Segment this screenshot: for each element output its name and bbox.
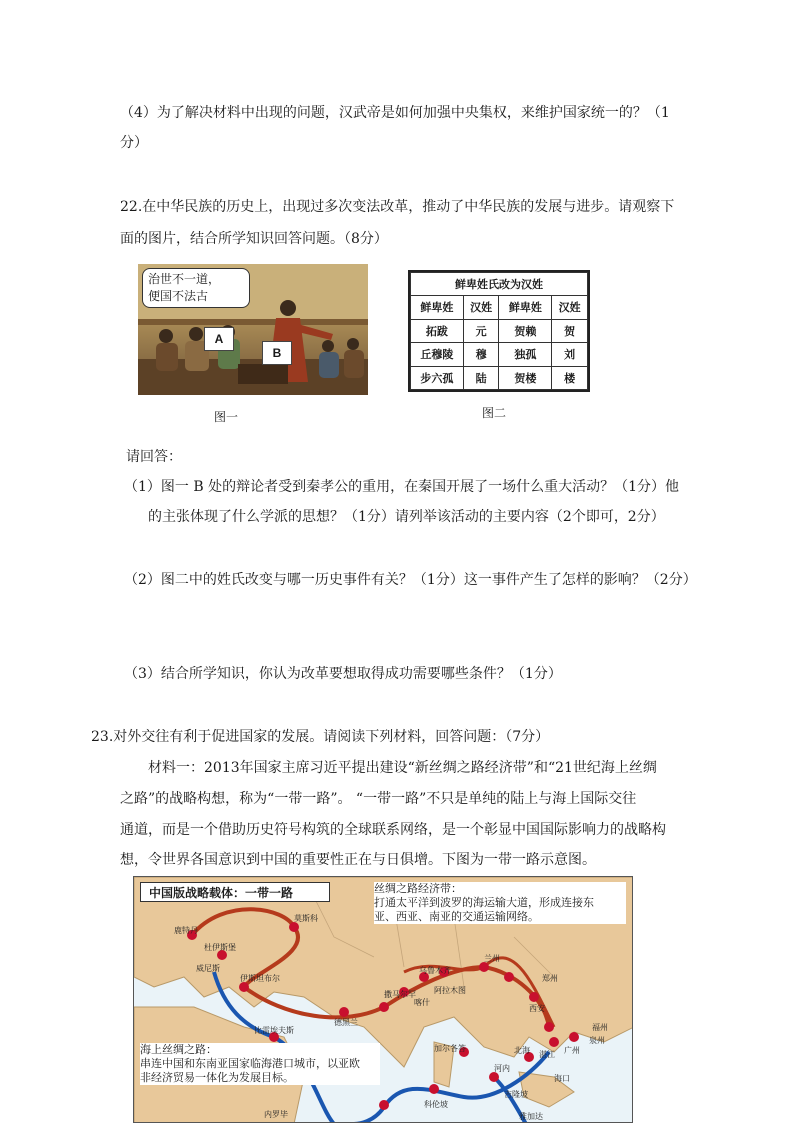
figure-one-caption: 图一	[214, 410, 239, 424]
city-label: 德黑兰	[334, 1018, 358, 1027]
city-label: 泉州	[589, 1036, 605, 1045]
q23-stem: 23.对外交往有利于促进国家的发展。请阅读下列材料，回答问题：（7分）	[91, 729, 550, 745]
speech-bubble-line1: 治世不一道，	[148, 272, 221, 286]
q23-material-line1: 材料一：2013年国家主席习近平提出建设“新丝绸之路经济带”和“21世纪海上丝绸	[148, 760, 657, 776]
city-label: 西安	[529, 1004, 545, 1013]
label-b: B	[262, 341, 292, 365]
city-label: 莫斯科	[294, 914, 318, 923]
table-cell: 贺赖	[499, 319, 552, 343]
table-cell: 贺	[552, 319, 588, 343]
land-route-note	[374, 882, 626, 924]
q23-material-line4: 想，令世界各国意识到中国的重要性正在与日俱增。下图为一带一路示意图。	[120, 852, 596, 868]
city-label: 杜伊斯堡	[204, 943, 236, 952]
city-label: 吉隆坡	[504, 1090, 528, 1099]
table-row	[411, 319, 588, 343]
table-cell: 拓跋	[411, 319, 464, 343]
land-route-note-line1: 丝绸之路经济带：	[374, 883, 462, 895]
q22-sub1-line1: （1）图一 B 处的辩论者受到秦孝公的重用，在秦国开展了一场什么重大活动？（1分）他	[124, 479, 680, 495]
table-row	[411, 366, 588, 390]
q22-sub1-line2: 的主张体现了什么学派的思想？（1分）请列举该活动的主要内容（2个即可，2分）	[148, 509, 665, 525]
figure-two-surname-table	[408, 270, 590, 392]
q21-part4-line2: 分）	[120, 135, 148, 151]
table-cell: 陆	[463, 366, 499, 390]
table-cell: 刘	[552, 343, 588, 367]
table-cell: 步六孤	[411, 366, 464, 390]
q22-sub2: （2）图二中的姓氏改变与哪一历史事件有关？（1分）这一事件产生了怎样的影响？（2分）	[124, 572, 697, 588]
city-label: 加尔各答	[434, 1044, 466, 1053]
city-label: 比雷埃夫斯	[254, 1026, 294, 1035]
city-label: 威尼斯	[196, 964, 220, 973]
table-cell: 元	[463, 319, 499, 343]
city-label: 海口	[554, 1074, 570, 1083]
q22-prompt: 请回答：	[126, 449, 182, 465]
city-label: 撒马尔罕	[384, 990, 416, 999]
table-title: 鲜卑姓氏改为汉姓	[411, 273, 588, 296]
table-cell: 楼	[552, 366, 588, 390]
q22-stem-line2: 面的图片，结合所学知识回答问题。（8分）	[120, 231, 388, 247]
table-row	[411, 343, 588, 367]
table-cell: 贺楼	[499, 366, 552, 390]
sea-route-note-line3: 非经济贸易一体化为发展目标。	[140, 1072, 294, 1084]
city-label: 河内	[494, 1064, 510, 1073]
city-label: 科伦坡	[424, 1100, 448, 1109]
city-label: 鹿特丹	[174, 926, 198, 935]
q22-stem-line1: 22.在中华民族的历史上，出现过多次变法改革，推动了中华民族的发展与进步。请观察下	[120, 199, 675, 215]
q21-part4-line1: （4）为了解决材料中出现的问题，汉武帝是如何加强中央集权，来维护国家统一的？（1	[120, 105, 670, 121]
city-label: 湛江	[539, 1050, 555, 1059]
table-cell: 丘穆陵	[411, 343, 464, 367]
city-label: 内罗毕	[264, 1110, 288, 1119]
label-a: A	[204, 327, 234, 351]
figure-one-debate-image	[138, 264, 368, 395]
q23-material-line3: 通道，而是一个借助历史符号构筑的全球联系网络，是一个彰显中国国际影响力的战略构	[120, 822, 666, 838]
table-header: 鲜卑姓	[499, 296, 552, 320]
figure-two-caption: 图二	[482, 406, 507, 420]
land-route-note-line3: 亚、西亚、南亚的交通运输网络。	[374, 911, 539, 923]
q23-material-line2: 之路”的战略构想，称为“一带一路”。 “一带一路”不只是单纯的陆上与海上国际交往	[120, 791, 637, 807]
table-header: 汉姓	[552, 296, 588, 320]
city-label: 阿拉木图	[434, 986, 466, 995]
q22-sub3: （3）结合所学知识，你认为改革要想取得成功需要哪些条件？（1分）	[124, 666, 562, 682]
city-label: 北海	[514, 1046, 530, 1055]
belt-and-road-map	[133, 876, 633, 1123]
table-header: 汉姓	[463, 296, 499, 320]
map-title: 中国版战略载体：一带一路	[140, 882, 330, 902]
city-label: 伊斯坦布尔	[240, 974, 280, 983]
table-header: 鲜卑姓	[411, 296, 464, 320]
sea-route-note	[140, 1043, 380, 1085]
city-label: 兰州	[484, 954, 500, 963]
sea-route-note-line2: 串连中国和东南亚国家临海港口城市，以亚欧	[140, 1058, 360, 1070]
table-cell: 独孤	[499, 343, 552, 367]
city-label: 乌鲁木齐	[419, 966, 451, 975]
city-label: 雅加达	[519, 1112, 543, 1121]
speech-bubble	[142, 268, 250, 308]
speech-bubble-line2: 便国不法古	[148, 289, 209, 303]
city-label: 郑州	[542, 974, 558, 983]
land-route-note-line2: 打通太平洋到波罗的海运输大道，形成连接东	[374, 897, 594, 909]
table-cell: 穆	[463, 343, 499, 367]
city-label: 广州	[564, 1046, 580, 1055]
city-label: 福州	[592, 1023, 608, 1032]
sea-route-note-line1: 海上丝绸之路：	[140, 1044, 217, 1056]
city-label: 喀什	[414, 998, 430, 1007]
